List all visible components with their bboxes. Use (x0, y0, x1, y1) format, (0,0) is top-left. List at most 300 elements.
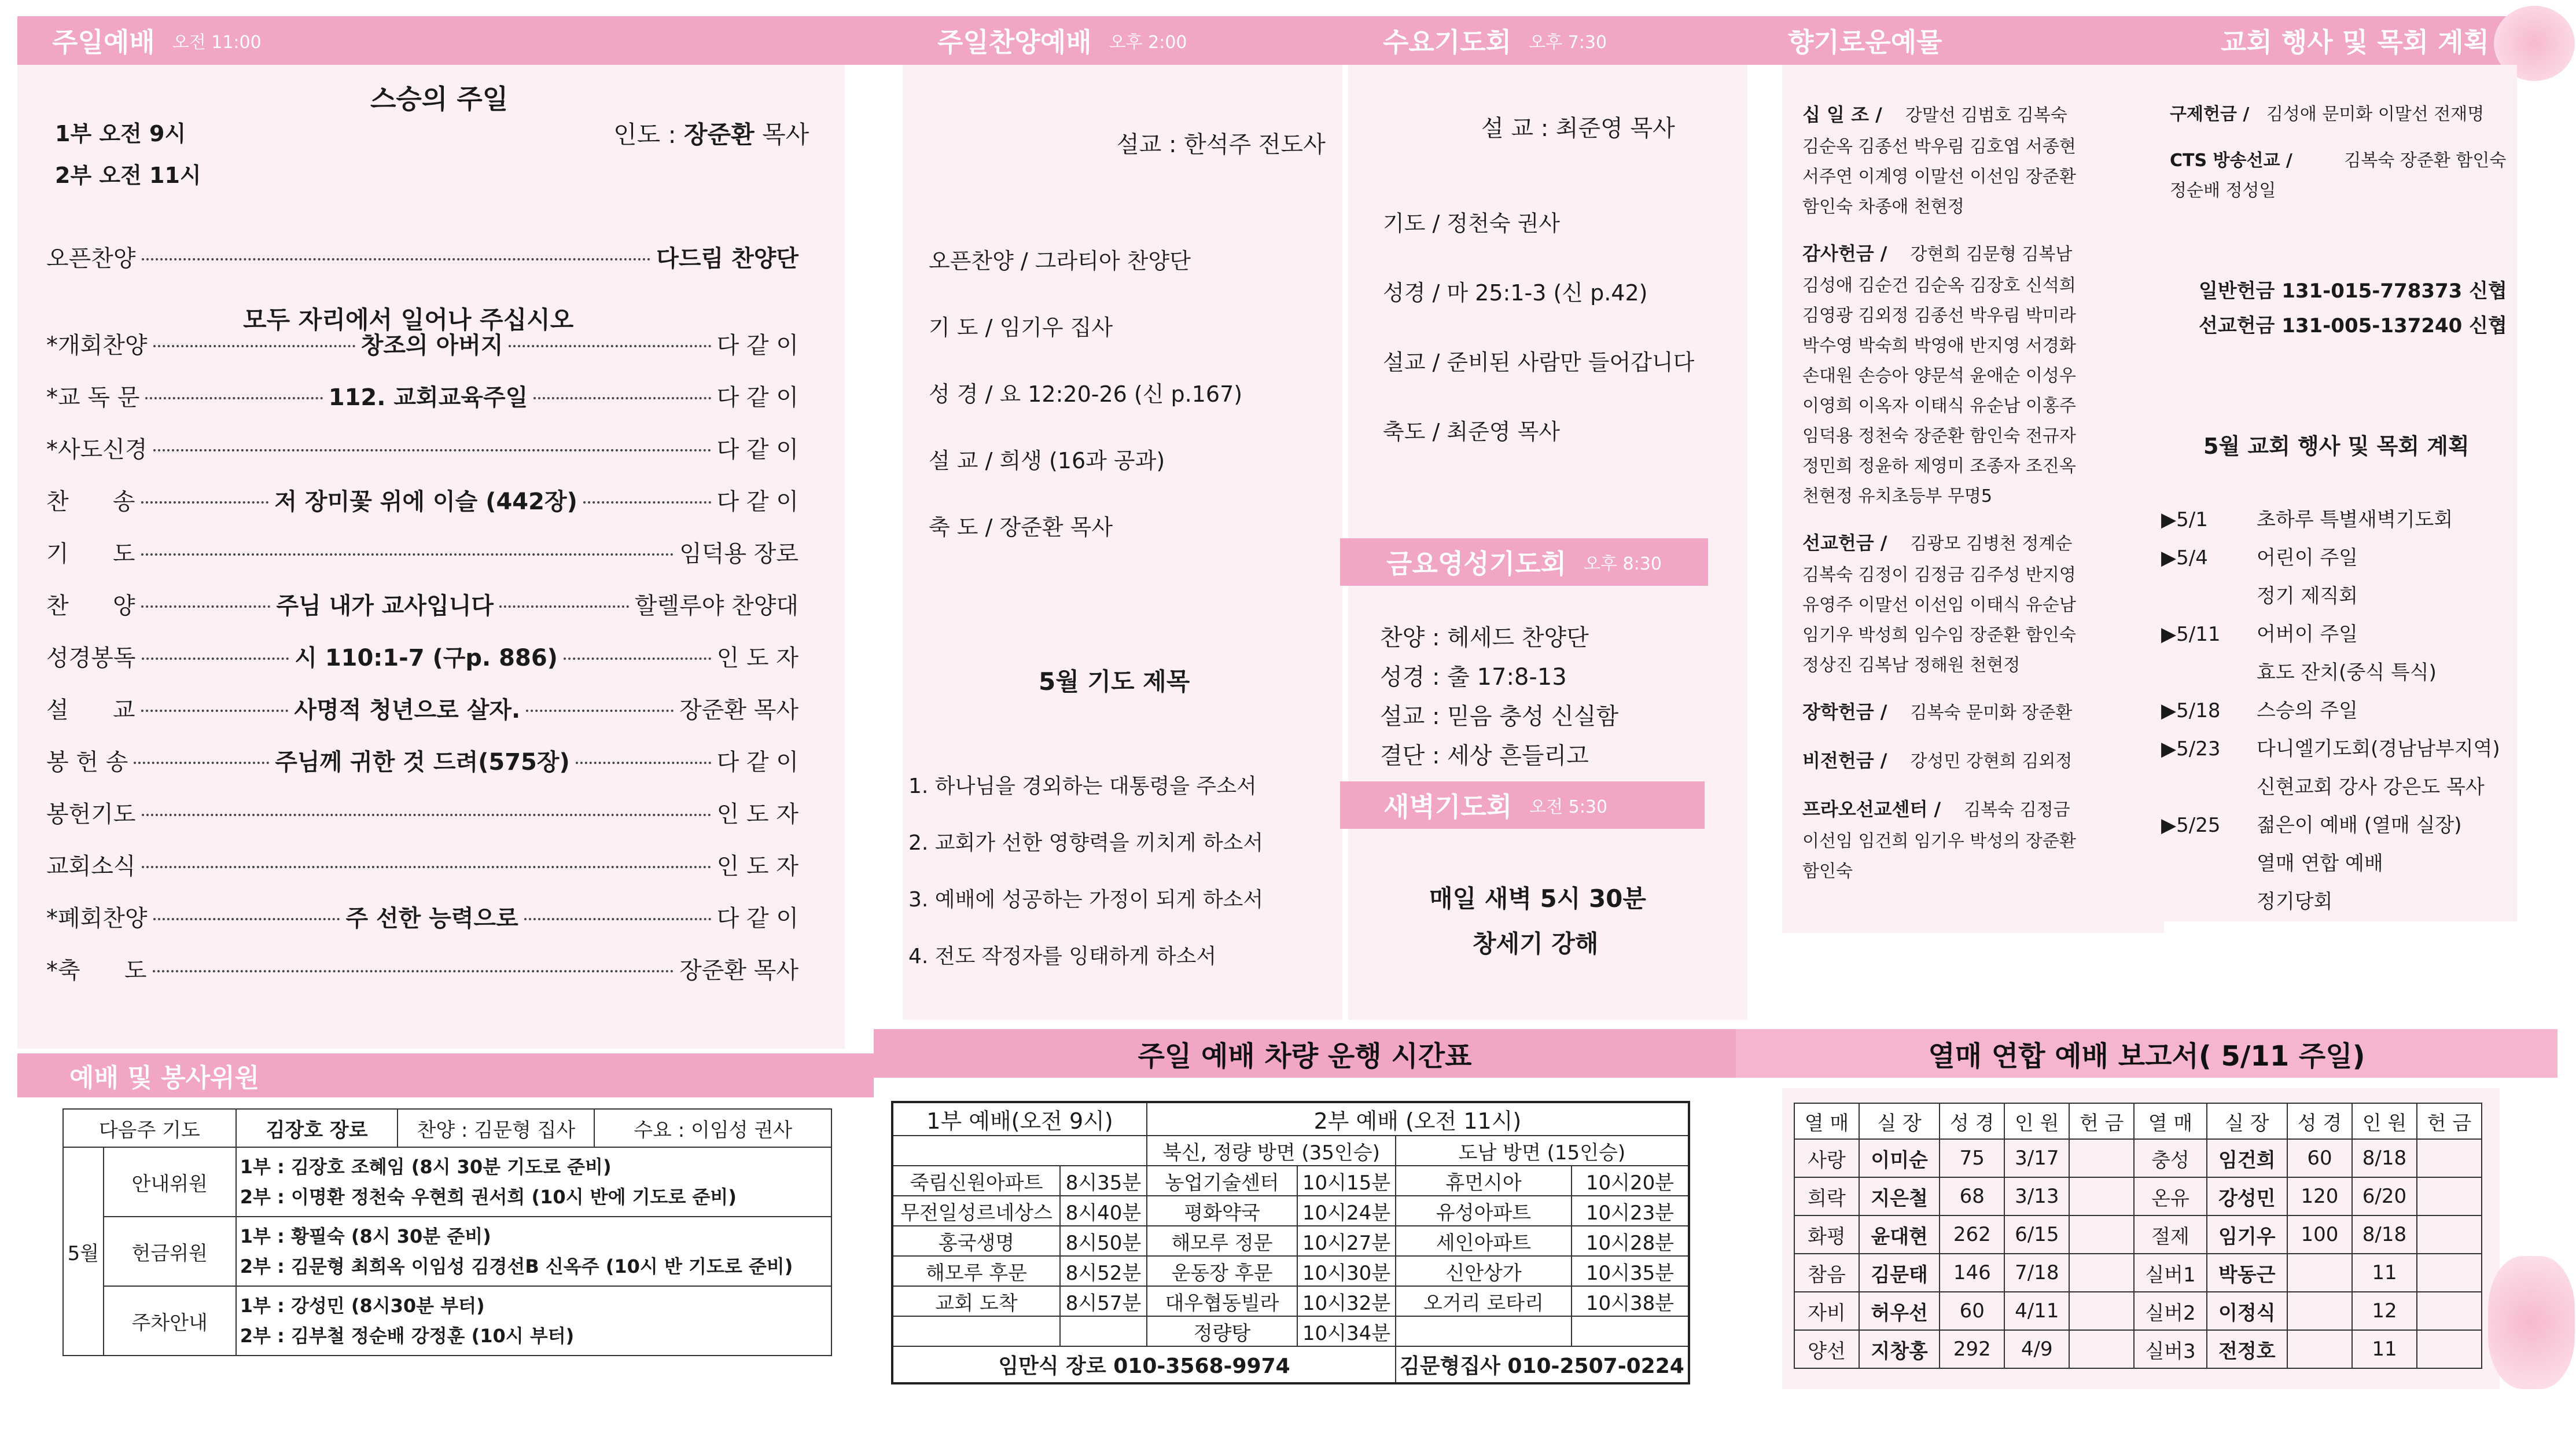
flower-decoration-bottom (2488, 1256, 2575, 1389)
praise-item: 성 경 / 요 12:20-26 (신 p.167) (929, 381, 1243, 407)
sunday-service-time: 오전 11:00 (172, 32, 262, 53)
offering-type: 선교헌금 / (1802, 532, 1887, 554)
plan-event: 효도 잔치(중식 특식) (2257, 661, 2437, 684)
stop-time: 8시57분 (1060, 1286, 1147, 1316)
report-cell: 김문태 (1859, 1254, 1940, 1292)
order-row (46, 379, 798, 412)
offering-names: 함인숙 (1802, 861, 1853, 882)
plan-date: ▶5/11 (2161, 623, 2221, 646)
leader-dots (142, 258, 651, 260)
friday-item: 성경 : 출 17:8-13 (1380, 664, 1567, 691)
prayer-title: 5월 기도 제목 (1039, 667, 1190, 696)
friday-time: 오후 8:30 (1584, 554, 1662, 574)
report-col-header: 성 경 (2287, 1103, 2352, 1139)
dawn-header (1340, 781, 1705, 829)
stop-name: 유성아파트 (1396, 1196, 1572, 1226)
report-cell (2287, 1330, 2352, 1368)
offering-names: 강성민 강현희 김외정 (1910, 751, 2073, 772)
offering-names: 김성애 김순건 김순옥 김장호 신석희 (1802, 276, 2076, 296)
stop-name: 해모루 정문 (1147, 1226, 1297, 1256)
report-cell: 박동근 (2207, 1254, 2287, 1292)
sunday-praise-header (903, 16, 1348, 65)
report-cell (2287, 1292, 2352, 1330)
wednesday-item: 설교 / 준비된 사람만 들어갑니다 (1383, 350, 1695, 375)
next-prayer-name: 김장호 장로 (236, 1109, 398, 1147)
dawn-title: 새벽기도회 (1383, 791, 1513, 822)
cts-label: CTS 방송선교 / (2170, 150, 2292, 171)
cts-names-2: 정순배 정성일 (2170, 181, 2276, 201)
leader-dots (142, 866, 711, 868)
order-row (46, 587, 798, 620)
order-label: 성경봉독 (46, 645, 136, 671)
report-cell: 참음 (1794, 1254, 1859, 1292)
report-cell: 120 (2287, 1177, 2352, 1215)
report-cell: 절제 (2134, 1215, 2206, 1254)
report-cell: 충성 (2134, 1139, 2206, 1177)
report-cell: 실버3 (2134, 1330, 2206, 1368)
sunday-service-header (17, 16, 903, 65)
report-cell: 6/20 (2352, 1177, 2417, 1215)
praise-item: 기 도 / 임기우 집사 (929, 315, 1113, 340)
leader-dots (153, 970, 674, 972)
offering-names: 손대원 손승아 양문석 윤애순 이성우 (1802, 366, 2076, 386)
report-cell: 11 (2352, 1330, 2417, 1368)
plan-event: 어린이 주일 (2257, 546, 2358, 570)
report-cell (2069, 1215, 2134, 1254)
leader-label: 인도 : (613, 120, 676, 149)
stop-time: 8시50분 (1060, 1226, 1147, 1256)
report-cell (2417, 1177, 2482, 1215)
sunday-service-title: 주일예배 (52, 27, 155, 58)
report-cell: 4/11 (2004, 1292, 2069, 1330)
stop-name: 오거리 로타리 (1396, 1286, 1572, 1316)
stop-time: 10시35분 (1572, 1256, 1689, 1286)
plan-date: ▶5/18 (2161, 699, 2221, 722)
order-label: 기 도 (46, 541, 135, 567)
order-person: 인 도 자 (716, 853, 798, 880)
offering-names: 강현희 김문형 김복남 (1910, 244, 2073, 265)
sunday-second-time: 2부 오전 11시 (55, 163, 201, 188)
report-cell: 이정식 (2207, 1292, 2287, 1330)
sunday-praise-title: 주일찬양예배 (937, 27, 1092, 58)
stop-name: 휴먼시아 (1396, 1166, 1572, 1196)
report-cell: 전정호 (2207, 1330, 2287, 1368)
dawn-line1: 매일 새벽 5시 30분 (1429, 884, 1646, 913)
offering-type: 감사헌금 / (1802, 243, 1887, 265)
stop-name: 죽림신원아파트 (892, 1166, 1060, 1196)
offering-title: 향기로운예물 (1788, 27, 1942, 58)
order-row (46, 692, 798, 725)
stop-name: 농업기술센터 (1147, 1166, 1297, 1196)
report-col-header: 헌 금 (2417, 1103, 2482, 1139)
report-cell: 12 (2352, 1292, 2417, 1330)
report-cell (2417, 1215, 2482, 1254)
praise-item: 오픈찬양 / 그라티아 찬양단 (929, 248, 1191, 274)
stop-time: 8시40분 (1060, 1196, 1147, 1226)
leader-dots (499, 605, 629, 608)
committee-title: 예배 및 봉사위원 (69, 1063, 260, 1093)
parking-role: 주차안내 (104, 1286, 236, 1356)
offering-names: 천현정 유치초등부 무명5 (1802, 486, 1992, 506)
plan-event: 어버이 주일 (2257, 623, 2358, 646)
report-cell: 이미순 (1859, 1139, 1940, 1177)
report-col-header: 성 경 (1940, 1103, 2004, 1139)
offering-names: 박수영 박숙희 박영애 반지영 서경화 (1802, 336, 2076, 356)
order-item: 저 장미꽃 위에 이슬 (442장) (274, 489, 577, 515)
stop-name: 운동장 후문 (1147, 1256, 1297, 1286)
relief-label: 구제헌금 / (2170, 104, 2250, 124)
praise-panel (903, 65, 1342, 1020)
report-cell: 온유 (2134, 1177, 2206, 1215)
report-cell (2417, 1139, 2482, 1177)
friday-item: 결단 : 세상 흔들리고 (1380, 743, 1589, 769)
report-cell: 지은철 (1859, 1177, 1940, 1215)
parking-line2: 2부 : 김부철 정순배 강정훈 (10시 부터) (240, 1325, 575, 1347)
offering-names: 김복숙 김정금 (1964, 800, 2070, 820)
offering-role: 헌금위원 (104, 1217, 236, 1286)
plan-date: ▶5/23 (2161, 737, 2221, 761)
offering-names: 서주연 이계영 이말선 이선임 장준환 (1802, 167, 2076, 187)
stop-time: 10시24분 (1297, 1196, 1396, 1226)
report-cell: 양선 (1794, 1330, 1859, 1368)
report-cell: 화평 (1794, 1215, 1859, 1254)
committee-table (62, 1108, 832, 1356)
sunday-leader (613, 116, 809, 150)
vehicle-first-header: 1부 예배(오전 9시) (892, 1102, 1147, 1136)
offering-group (1802, 527, 2072, 560)
wednesday-item: 기도 / 정천숙 권사 (1383, 211, 1560, 236)
stop-name: 해모루 후문 (892, 1256, 1060, 1286)
leader-dots (142, 658, 289, 660)
order-row (46, 483, 798, 516)
leader-title: 목사 (762, 120, 809, 149)
order-person: 할렐루야 찬양대 (634, 593, 798, 619)
offering-names: 김광모 김병천 정계순 (1910, 534, 2073, 554)
plan-event: 젊은이 예배 (열매 실장) (2257, 814, 2462, 837)
report-cell: 68 (1940, 1177, 2004, 1215)
leader-dots (141, 605, 271, 608)
offering-names: 김영광 김외정 김종선 박우림 박미라 (1802, 306, 2076, 326)
committee-month: 5월 (63, 1147, 104, 1356)
order-label: *축 도 (46, 957, 147, 984)
offering-names: 임덕용 정천숙 장준환 함인숙 전규자 (1802, 426, 2076, 446)
stop-time: 10시32분 (1297, 1286, 1396, 1316)
order-row (46, 535, 798, 568)
leader-dots (576, 762, 711, 764)
leader-dots (141, 553, 674, 556)
report-cell: 60 (1940, 1292, 2004, 1330)
report-cell: 292 (1940, 1330, 2004, 1368)
order-label: 봉 헌 송 (46, 749, 128, 776)
report-cell (2417, 1254, 2482, 1292)
praise-cell: 찬양 : 김문형 집사 (398, 1109, 594, 1147)
report-cell (2069, 1330, 2134, 1368)
wednesday-item: 축도 / 최준영 목사 (1383, 419, 1560, 445)
offering-group (1802, 793, 2070, 827)
offering-names: 김순옥 김종선 박우림 김호엽 서종현 (1802, 137, 2076, 157)
order-label: 찬 송 (46, 489, 135, 515)
route-a-header: 북신, 정량 방면 (35인승) (1147, 1136, 1396, 1166)
order-person: 다 같 이 (716, 749, 799, 776)
plan-date: ▶5/25 (2161, 814, 2221, 837)
vehicle-second-header: 2부 예배 (오전 11시) (1147, 1102, 1689, 1136)
relief-offering (2170, 98, 2484, 131)
offering-names: 김복숙 문미화 장준환 (1910, 703, 2073, 723)
empty-cell (1396, 1316, 1572, 1346)
leader-dots (524, 918, 711, 920)
account-general: 일반헌금 131-015-778373 신협 (2199, 280, 2507, 303)
report-cell (2069, 1177, 2134, 1215)
report-cell: 8/18 (2352, 1139, 2417, 1177)
report-col-header: 실 장 (1859, 1103, 1940, 1139)
order-person: 다 같 이 (716, 436, 798, 463)
offering-line2: 2부 : 김문형 최희옥 이임성 김경선B 신옥주 (10시 반 기도로 준비) (240, 1255, 793, 1277)
leader-dots (533, 397, 711, 399)
report-cell (2417, 1330, 2482, 1368)
offering-type: 십 일 조 / (1802, 104, 1882, 126)
plan-event: 초하루 특별새벽기도회 (2257, 508, 2453, 531)
offering-names: 정민희 정윤하 제영미 조종자 조진옥 (1802, 456, 2076, 476)
report-cell (2069, 1254, 2134, 1292)
offering-names: 이영희 이옥자 이태식 유순남 이홍주 (1802, 396, 2076, 416)
leader-dots (153, 449, 711, 451)
plan-event: 정기 제직회 (2257, 585, 2358, 608)
order-row (46, 900, 798, 933)
order-person: 인 도 자 (716, 801, 798, 828)
report-cell: 100 (2287, 1215, 2352, 1254)
leader-dots (145, 397, 322, 399)
report-cell: 6/15 (2004, 1215, 2069, 1254)
report-table (1794, 1103, 2482, 1369)
offering-names: 김복숙 김정이 김정금 김주성 반지영 (1802, 565, 2076, 585)
report-cell (2417, 1292, 2482, 1330)
offering-names: 강말선 김범호 김복숙 (1905, 105, 2067, 126)
report-cell: 7/18 (2004, 1254, 2069, 1292)
order-label: *사도신경 (46, 436, 148, 463)
report-cell: 146 (1940, 1254, 2004, 1292)
order-row (46, 952, 798, 985)
vehicle-header (874, 1029, 1736, 1078)
offering-line1: 1부 : 황필숙 (8시 30분 준비) (240, 1225, 491, 1247)
order-person: 다 같 이 (716, 384, 798, 411)
report-cell: 사랑 (1794, 1139, 1859, 1177)
wednesday-header (1348, 16, 1753, 65)
stop-time: 10시23분 (1572, 1196, 1689, 1226)
leader-dots (142, 814, 711, 816)
offering-type: 프라오선교센터 / (1802, 798, 1941, 820)
praise-item: 축 도 / 장준환 목사 (929, 515, 1113, 540)
report-cell: 임건희 (2207, 1139, 2287, 1177)
order-item: 주 선한 능력으로 (345, 905, 518, 932)
wednesday-time: 오후 7:30 (1529, 32, 1607, 53)
vehicle-table (891, 1101, 1690, 1384)
stop-time: 8시52분 (1060, 1256, 1147, 1286)
plan-title: 5월 교회 행사 및 목회 계획 (2203, 434, 2470, 459)
report-cell: 262 (1940, 1215, 2004, 1254)
report-cell: 윤대현 (1859, 1215, 1940, 1254)
report-col-header: 실 장 (2207, 1103, 2287, 1139)
order-label: 찬 양 (46, 593, 135, 619)
leader-dots (583, 501, 711, 504)
stop-time: 10시20분 (1572, 1166, 1689, 1196)
leader-dots (141, 501, 269, 504)
empty-cell (892, 1316, 1060, 1346)
order-item: 창조의 아버지 (360, 332, 503, 359)
prayer-item: 2. 교회가 선한 영향력을 끼치게 하소서 (908, 831, 1264, 855)
report-header (1736, 1029, 2557, 1078)
friday-item: 찬양 : 헤세드 찬양단 (1380, 625, 1589, 651)
offering-names: 유영주 이말선 이선임 이태식 유순남 (1802, 595, 2076, 615)
order-row (46, 744, 798, 777)
report-col-header: 헌 금 (2069, 1103, 2134, 1139)
report-cell: 75 (1940, 1139, 2004, 1177)
stop-time: 8시35분 (1060, 1166, 1147, 1196)
stop-name: 신안상가 (1396, 1256, 1572, 1286)
offering-group (1802, 696, 2072, 729)
praise-sermon: 설교 : 한석주 전도사 (1117, 131, 1326, 158)
leader-dots (153, 345, 355, 347)
stop-time: 10시30분 (1297, 1256, 1396, 1286)
stop-time: 10시27분 (1297, 1226, 1396, 1256)
stop-name: 평화약국 (1147, 1196, 1297, 1226)
report-cell: 실버1 (2134, 1254, 2206, 1292)
leader-dots (141, 710, 289, 712)
report-cell: 임기우 (2207, 1215, 2287, 1254)
stand-note: 모두 자리에서 일어나 주십시오 (243, 306, 574, 334)
order-person: 다 같 이 (716, 332, 798, 359)
order-item: 사명적 청년으로 살자. (294, 697, 521, 723)
committee-header (17, 1053, 874, 1097)
report-cell: 3/17 (2004, 1139, 2069, 1177)
report-cell: 4/9 (2004, 1330, 2069, 1368)
cts-offering (2170, 145, 2506, 177)
offering-group (1802, 98, 2067, 132)
order-row (46, 327, 798, 360)
order-label: *폐회찬양 (46, 905, 148, 932)
sunday-theme: 스승의 주일 (370, 83, 509, 115)
vehicle-first-route (892, 1136, 1147, 1166)
report-cell (2069, 1292, 2134, 1330)
plan-event: 정기당회 (2257, 890, 2333, 913)
order-item: 주님 내가 교사입니다 (276, 593, 494, 619)
report-col-header: 열 매 (2134, 1103, 2206, 1139)
offering-type: 비전헌금 / (1802, 750, 1887, 772)
next-prayer-label: 다음주 기도 (63, 1109, 236, 1147)
offering-names: 임기우 박성희 임수임 장준환 함인숙 (1802, 625, 2076, 645)
report-cell: 지창홍 (1859, 1330, 1940, 1368)
plan-event: 신현교회 강사 강은도 목사 (2257, 776, 2485, 799)
relief-names: 김성애 문미화 이말선 전재명 (2266, 104, 2485, 124)
order-item: 주님께 귀한 것 드려(575장) (275, 749, 570, 776)
stop-time: 10시15분 (1297, 1166, 1396, 1196)
plan-event: 스승의 주일 (2257, 699, 2358, 722)
stop-name: 홍국생명 (892, 1226, 1060, 1256)
prayer-item: 1. 하나님을 경외하는 대통령을 주소서 (908, 774, 1257, 798)
report-cell (2069, 1139, 2134, 1177)
order-label: *교 독 문 (46, 384, 140, 411)
report-cell: 8/18 (2352, 1215, 2417, 1254)
order-person: 장준환 목사 (679, 697, 798, 723)
stop-name: 무전일성르네상스 (892, 1196, 1060, 1226)
order-person: 장준환 목사 (679, 957, 798, 984)
offering-type: 장학헌금 / (1802, 701, 1887, 723)
stop-name: 세인아파트 (1396, 1226, 1572, 1256)
offering-header (1753, 16, 2158, 65)
usher-line2: 2부 : 이명환 정천숙 우현희 권서희 (10시 반에 기도로 준비) (240, 1186, 737, 1208)
parking-line1: 1부 : 강성민 (8시30분 부터) (240, 1295, 485, 1317)
order-person: 임덕용 장로 (679, 541, 798, 567)
usher-line1: 1부 : 김장호 조혜임 (8시 30분 기도로 준비) (240, 1156, 612, 1178)
order-item: 112. 교회교육주일 (328, 384, 528, 411)
report-cell: 11 (2352, 1254, 2417, 1292)
dawn-time: 오전 5:30 (1529, 797, 1608, 817)
order-row (46, 240, 798, 273)
report-col-header: 인 원 (2352, 1103, 2417, 1139)
events-header (2158, 16, 2552, 65)
plan-date: ▶5/1 (2161, 508, 2208, 531)
friday-title: 금요영성기도회 (1386, 548, 1567, 579)
order-row (46, 431, 798, 464)
praise-item: 설 교 / 희생 (16과 공과) (929, 448, 1165, 473)
plan-event: 열매 연합 예배 (2257, 852, 2383, 875)
stop-time: 10시34분 (1297, 1316, 1396, 1346)
report-col-header: 열 매 (1794, 1103, 1859, 1139)
report-cell: 강성민 (2207, 1177, 2287, 1215)
order-label: 봉헌기도 (46, 801, 136, 828)
report-cell: 희락 (1794, 1177, 1859, 1215)
wednesday-item: 성경 / 마 25:1-3 (신 p.42) (1383, 280, 1648, 306)
order-label: 설 교 (46, 697, 135, 723)
order-item: 시 110:1-7 (구p. 886) (295, 645, 558, 671)
driver-second: 김문형집사 010-2507-0224 (1396, 1346, 1689, 1383)
order-row (46, 640, 798, 673)
report-col-header: 인 원 (2004, 1103, 2069, 1139)
wednesday-sermon: 설 교 : 최준영 목사 (1481, 115, 1675, 142)
stop-name: 정량탕 (1147, 1316, 1297, 1346)
plan-date: ▶5/4 (2161, 546, 2208, 570)
sunday-first-time: 1부 오전 9시 (55, 121, 186, 146)
leader-dots (509, 345, 711, 347)
wednesday-title: 수요기도회 (1383, 27, 1512, 58)
usher-role: 안내위원 (104, 1147, 236, 1217)
offering-group (1802, 744, 2072, 778)
order-person: 인 도 자 (716, 645, 798, 671)
report-cell (2287, 1254, 2352, 1292)
offering-group (1802, 237, 2072, 271)
order-person: 다 같 이 (716, 489, 798, 515)
report-title: 열매 연합 예배 보고서( 5/11 주일) (1928, 1040, 2365, 1073)
prayer-item: 4. 전도 작정자를 잉태하게 하소서 (908, 945, 1217, 968)
leader-name: 장준환 (684, 120, 755, 149)
report-cell: 허우선 (1859, 1292, 1940, 1330)
report-cell: 실버2 (2134, 1292, 2206, 1330)
leader-dots (564, 658, 711, 660)
driver-first: 임만식 장로 010-3568-9974 (892, 1346, 1396, 1383)
prayer-item: 3. 예배에 성공하는 가정이 되게 하소서 (908, 888, 1264, 912)
order-person: 다 같 이 (716, 905, 799, 932)
report-cell: 60 (2287, 1139, 2352, 1177)
report-cell: 3/13 (2004, 1177, 2069, 1215)
friday-item: 설교 : 믿음 충성 신실함 (1380, 703, 1619, 730)
order-row (46, 848, 798, 881)
cts-names: 김복숙 장준환 함인숙 (2344, 150, 2507, 171)
stop-name: 대우협동빌라 (1147, 1286, 1297, 1316)
stop-time: 10시28분 (1572, 1226, 1689, 1256)
offering-names: 정상진 김복남 정해원 천현정 (1802, 655, 2021, 675)
leader-dots (134, 762, 269, 764)
offering-names: 함인숙 차종애 천현정 (1802, 197, 1964, 217)
events-title: 교회 행사 및 목회 계획 (2221, 27, 2489, 58)
